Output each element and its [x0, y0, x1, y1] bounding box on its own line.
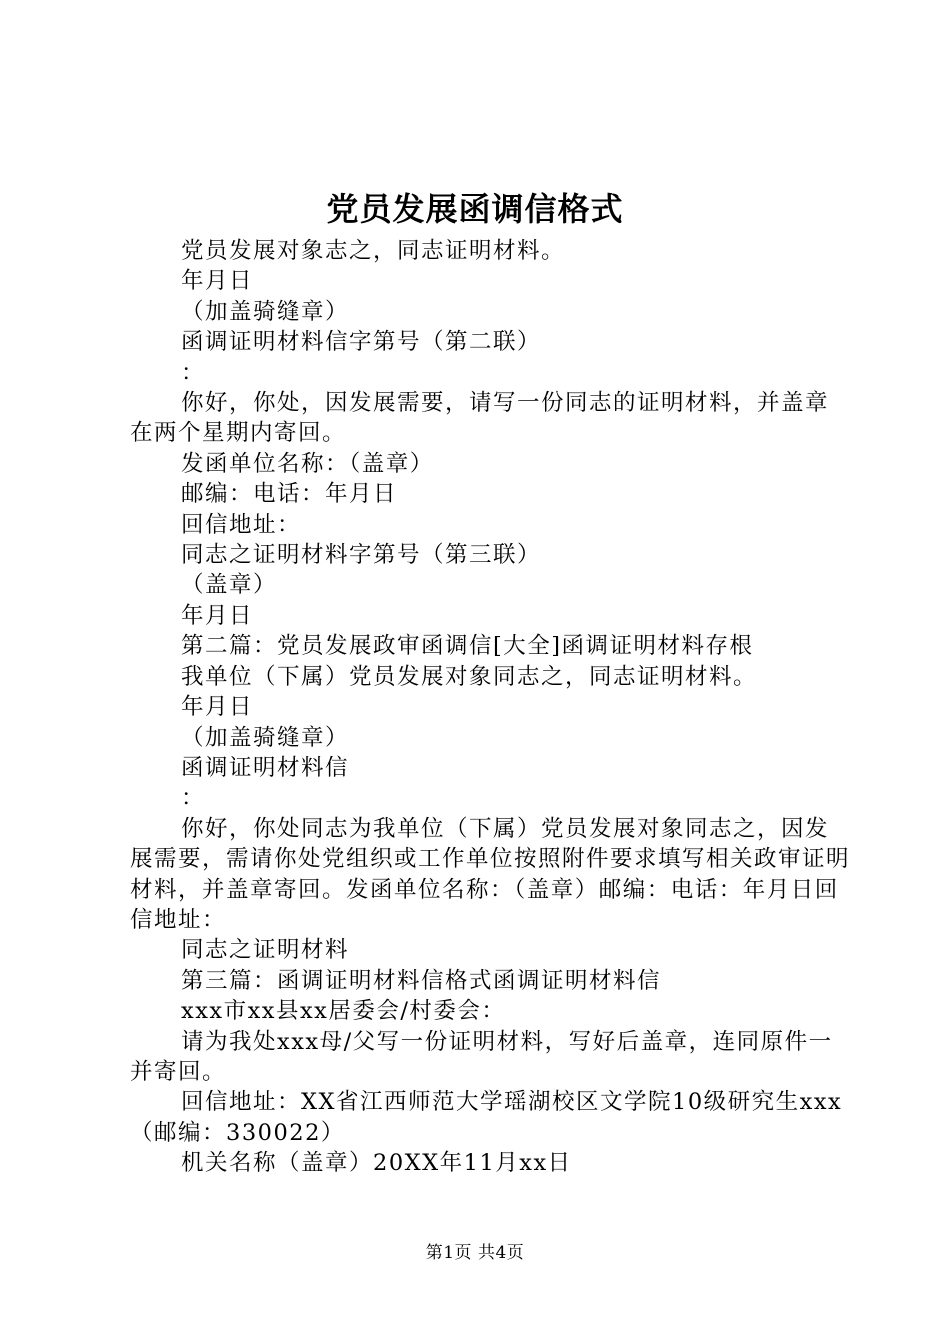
paragraph: （加盖骑缝章）	[181, 298, 350, 325]
paragraph: 函调证明材料信字第号（第二联）	[181, 329, 542, 356]
paragraph: 机关名称（盖章）20XX年11月xx日	[181, 1150, 572, 1177]
paragraph: 函调证明材料信	[181, 754, 350, 781]
paragraph: ：	[181, 785, 206, 812]
paragraph: 年月日	[181, 694, 254, 721]
paragraph: 你好，你处同志为我单位（下属）党员发展对象同志之，因发展需要，需请你处党组织或工作单位按照附件要求填写相关政审证明材料，并盖章寄回。发函单位名称：（盖章）邮编：电话：年月日回信地址：	[130, 815, 851, 933]
paragraph: 回信地址：XX省江西师范大学瑶湖校区文学院10级研究生xxx（邮编：330022）	[130, 1089, 843, 1146]
paragraph: xxx市xx县xx居委会/村委会：	[181, 998, 506, 1025]
section-heading: 第二篇：党员发展政审函调信[大全]函调证明材料存根	[181, 633, 754, 660]
paragraph: ：	[181, 359, 206, 386]
paragraph: 党员发展对象志之，同志证明材料。	[181, 238, 566, 264]
section-heading: 第三篇：函调证明材料信格式函调证明材料信	[181, 967, 662, 994]
paragraph: 同志之证明材料	[181, 937, 350, 964]
page-number-footer: 第1页 共4页	[425, 1243, 525, 1263]
paragraph: （加盖骑缝章）	[181, 724, 350, 751]
paragraph: 你好，你处，因发展需要，请写一份同志的证明材料，并盖章在两个星期内寄回。	[130, 390, 830, 447]
paragraph: 发函单位名称：（盖章）	[181, 450, 434, 477]
paragraph: （盖章）	[181, 572, 278, 599]
document-body	[130, 236, 850, 1179]
paragraph: 年月日	[181, 268, 254, 295]
paragraph: 同志之证明材料字第号（第三联）	[181, 542, 542, 569]
paragraph: 我单位（下属）党员发展对象同志之，同志证明材料。	[181, 663, 758, 690]
paragraph: 邮编：电话：年月日	[181, 481, 398, 508]
paragraph: 年月日	[181, 602, 254, 629]
document-title: 党员发展函调信格式	[326, 190, 624, 228]
paragraph: 回信地址：	[181, 511, 302, 538]
paragraph: 请为我处xxx母/父写一份证明材料，写好后盖章，连同原件一并寄回。	[130, 1028, 833, 1085]
